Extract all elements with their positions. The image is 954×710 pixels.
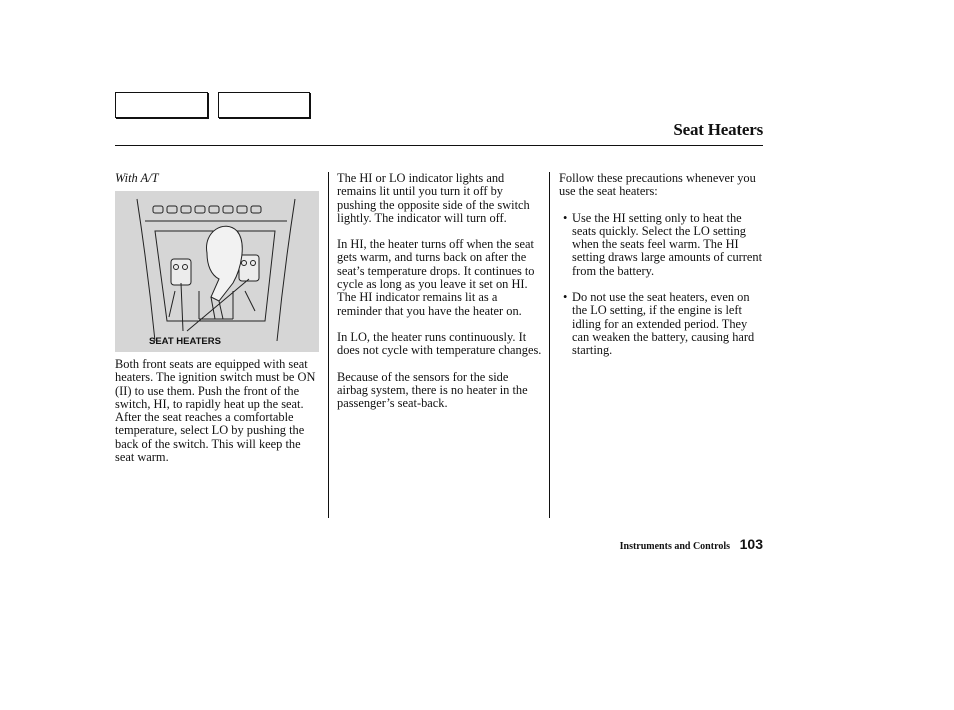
column-1-body: [115, 358, 320, 477]
column-3: [559, 172, 764, 371]
column2-paragraph-4: Because of the sensors for the side airbag system, there is no heater in the passenger’s seat-back.: [337, 369, 528, 411]
title-rule: [115, 145, 763, 146]
column-divider-1: [328, 172, 329, 518]
page-number: 103: [739, 536, 763, 552]
column1-paragraph: Both front seats are equipped with seat heaters. The ignition switch must be ON (II) to use them. Push the front of the switch, HI, to rapidly heat up the seat. After the seat reaches a comfortable temperature, select LO by pushing the back of the switch. This will keep the seat warm.: [115, 357, 316, 465]
precaution-item: [559, 212, 764, 278]
nav-tab-box-2: [218, 92, 310, 118]
bullet-icon: •: [563, 290, 568, 305]
precaution-item: [559, 291, 764, 357]
precautions-intro: Follow these precautions whenever you use the seat heaters:: [559, 171, 756, 199]
nav-tab-box-1: [115, 92, 208, 118]
column2-paragraph-3: In LO, the heater runs continuously. It does not cycle with temperature changes.: [337, 329, 542, 358]
variant-label: With A/T: [115, 171, 159, 185]
footer-section-name: Instruments and Controls: [619, 541, 730, 552]
precaution-text: Do not use the seat heaters, even on the LO setting, if the engine is left idling for an extended period. They can weaken the battery, causing hard starting.: [572, 290, 755, 358]
column2-paragraph-1: The HI or LO indicator lights and remains lit until you turn it off by pushing the opposite side of the switch lightly. The indicator will turn off.: [337, 171, 530, 225]
column-2: [337, 172, 542, 423]
precaution-text: Use the HI setting only to heat the seats quickly. Select the LO setting when the seats feel warm. The HI setting draws large amounts of current from the battery.: [572, 210, 763, 278]
column2-paragraph-2: In HI, the heater turns off when the seat gets warm, and turns back on after the seat’s temperature drops. It continues to cycle as long as you leave it set on HI. The HI indicator remains lit as a reminder that you have the heater on.: [337, 237, 535, 318]
page-title: Seat Heaters: [673, 120, 763, 139]
seat-heater-illustration: [115, 191, 319, 352]
bullet-icon: •: [563, 210, 568, 225]
console-drawing: [115, 191, 319, 352]
column-divider-2: [549, 172, 550, 518]
precautions-list: [559, 212, 764, 358]
column-1: [115, 172, 320, 185]
figure-caption: SEAT HEATERS: [149, 336, 221, 347]
